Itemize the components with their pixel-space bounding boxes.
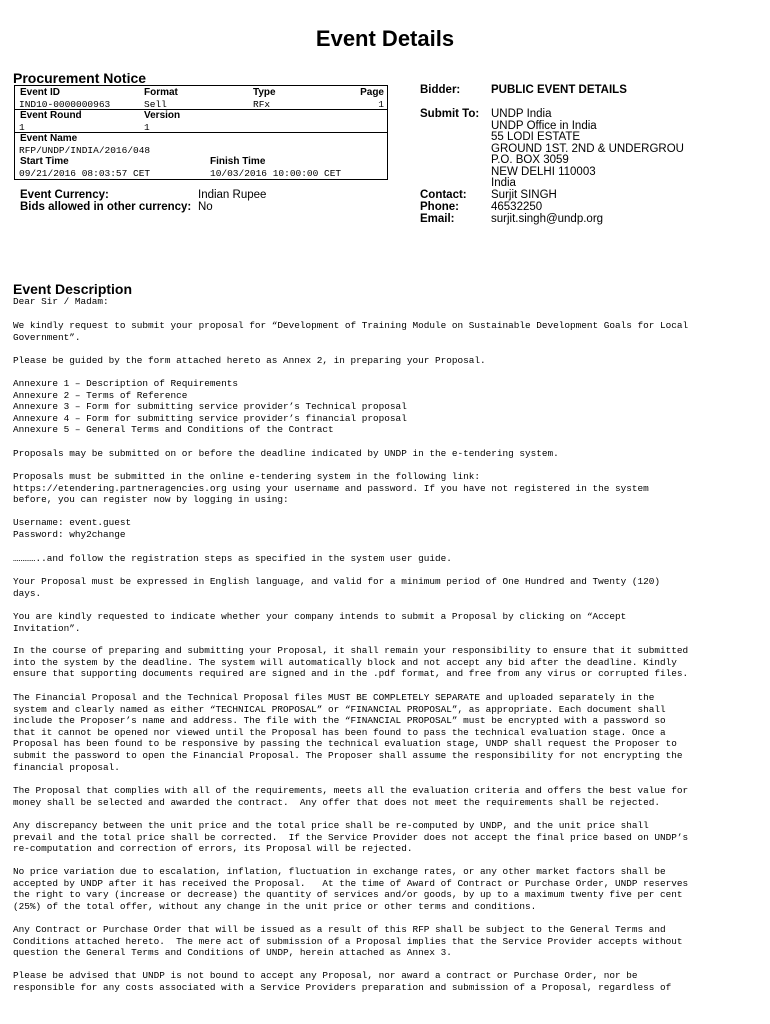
- event-id-value: IND10-0000000963: [19, 99, 111, 110]
- start-time-value: 09/21/2016 08:03:57 CET: [19, 168, 151, 179]
- address-line: 55 LODI ESTATE: [491, 131, 581, 143]
- finish-time-label: Finish Time: [210, 156, 266, 167]
- version-value: 1: [144, 122, 150, 133]
- description-paragraph: Proposals may be submitted on or before the deadline indicated by UNDP in the e-tendering system.: [13, 448, 559, 459]
- page-title: Event Details: [315, 26, 455, 51]
- event-round-value: 1: [19, 122, 25, 133]
- submit-to-label: Submit To:: [420, 108, 480, 120]
- page-label: Page: [360, 87, 384, 98]
- description-paragraph: You are kindly requested to indicate whether your company intends to submit a Proposal by clicking on “Accept Invitation”.: [13, 611, 627, 634]
- event-name-value: RFP/UNDP/INDIA/2016/048: [19, 145, 151, 156]
- phone-label: Phone:: [420, 201, 459, 213]
- other-currency-label: Bids allowed in other currency:: [20, 201, 192, 213]
- description-paragraph: The Financial Proposal and the Technical Proposal files MUST BE COMPLETELY SEPARATE and uploaded separately in the system and clearly named as either “TECHNICAL PROPOSAL” or “FINANCIAL PROPOSAL”, as appropriate. Each document shall include the Proposer’s name and address. The file with the “FINANCIAL PROPOSAL” must be encrypted with a password so that it cannot be opened nor viewed until the Proposal has been found to pass the technical evaluation stage. Once a Proposal has been found to be responsive by passing the technical evaluation stage, UNDP shall request the Proposer to submit the password to open the Financial Proposal. The Proposer shall assume the responsibility for not encrypting the financial proposal.: [13, 692, 683, 773]
- description-paragraph: Proposals must be submitted in the online e-tendering system in the following link: https://etendering.partneragencies.org using your username and password. If you have not registered in the system before, you can register now by logging in using:: [13, 471, 649, 506]
- description-paragraph: Any Contract or Purchase Order that will be issued as a result of this RFP shall be subject to the General Terms and Conditions attached hereto. The mere act of submission of a Proposal implies that the Service Provider accepts without question the General Terms and Conditions of UNDP, herein attached as Annex 3.: [13, 924, 683, 959]
- description-paragraph: Your Proposal must be expressed in English language, and valid for a minimum period of One Hundred and Twenty (120) days.: [13, 576, 660, 599]
- description-paragraph: …………..and follow the registration steps as specified in the system user guide.: [13, 553, 452, 564]
- finish-time-value: 10/03/2016 10:00:00 CET: [210, 168, 342, 179]
- description-paragraph: Please be advised that UNDP is not bound to accept any Proposal, nor award a contract or Purchase Order, nor be responsible for any costs associated with a Service Providers preparation and submission of a Proposal, regardless of: [13, 970, 672, 993]
- email-value[interactable]: surjit.singh@undp.org: [491, 213, 604, 225]
- contact-label: Contact:: [420, 189, 467, 201]
- procurement-notice-box: [14, 85, 388, 180]
- description-paragraph: No price variation due to escalation, inflation, fluctuation in exchange rates, or any other market factors shall be accepted by UNDP after it has received the Proposal. At the time of Award of Contract or Purchase Order, UNDP reserves the right to vary (increase or decrease) the quantity of services and/or goods, by up to a maximum twenty five per cent (25%) of the total offer, without any change in the unit price or other terms and conditions.: [13, 866, 689, 912]
- description-paragraph: We kindly request to submit your proposal for “Development of Training Module on Sustainable Development Goals for Local Government”.: [13, 320, 689, 343]
- procurement-notice-heading: Procurement Notice: [13, 70, 147, 86]
- bidder-label: Bidder:: [420, 84, 461, 96]
- description-paragraph: Any discrepancy between the unit price and the total price shall be re-computed by UNDP, and the unit price shall prevail and the total price shall be corrected. If the Service Provider does not accept the final price based on UNDP’s re-computation and correction of errors, its Proposal will be rejected.: [13, 820, 689, 855]
- other-currency-value: No: [198, 201, 213, 213]
- description-paragraph: Please be guided by the form attached hereto as Annex 2, in preparing your Proposal.: [13, 355, 486, 366]
- format-label: Format: [144, 87, 178, 98]
- email-label: Email:: [420, 213, 455, 225]
- description-paragraph: The Proposal that complies with all of the requirements, meets all the evaluation criteria and offers the best value for money shall be selected and awarded the contract. Any offer that does not meet the requirements shall be rejected.: [13, 785, 689, 808]
- start-time-label: Start Time: [20, 156, 69, 167]
- event-name-label: Event Name: [20, 133, 78, 144]
- address-line: GROUND 1ST. 2ND & UNDERGROU: [491, 142, 684, 155]
- description-paragraph: Dear Sir / Madam:: [13, 296, 109, 307]
- address-line: India: [491, 177, 516, 189]
- credentials: Username: event.guest Password: why2change: [13, 517, 132, 540]
- phone-value: 46532250: [491, 201, 543, 213]
- event-currency-value: Indian Rupee: [198, 189, 267, 201]
- annexure-list: Annexure 1 – Description of Requirements Annexure 2 – Terms of Reference Annexure 3 – Form for submitting service provider’s Technical proposal Annexure 4 – Form for submitting service provider’s financial proposal Annexure 5 – General Terms and Conditions of the Contract: [13, 378, 407, 436]
- address-line: UNDP India: [491, 108, 552, 120]
- description-paragraph: In the course of preparing and submitting your Proposal, it shall remain your responsibility to ensure that it submitted into the system by the deadline. The system will automatically block and not accept any bid after the deadline. Kindly ensure that supporting documents required are signed and in the .pdf format, and free from any virus or corrupted files.: [13, 645, 689, 680]
- page-value: 1: [378, 99, 384, 110]
- contact-value: Surjit SINGH: [491, 189, 557, 201]
- bidder-value: PUBLIC EVENT DETAILS: [491, 84, 627, 96]
- event-description-heading: Event Description: [13, 281, 133, 297]
- submit-to-address: [491, 109, 684, 190]
- event-round-label: Event Round: [20, 110, 82, 121]
- event-currency-label: Event Currency:: [20, 189, 109, 201]
- type-label: Type: [253, 87, 276, 98]
- address-line: P.O. BOX 3059: [491, 154, 569, 166]
- format-value: Sell: [144, 99, 167, 110]
- event-id-label: Event ID: [20, 87, 61, 98]
- version-label: Version: [144, 110, 181, 121]
- address-line: UNDP Office in India: [491, 119, 597, 132]
- type-value: RFx: [253, 99, 271, 110]
- address-line: NEW DELHI 110003: [491, 165, 596, 178]
